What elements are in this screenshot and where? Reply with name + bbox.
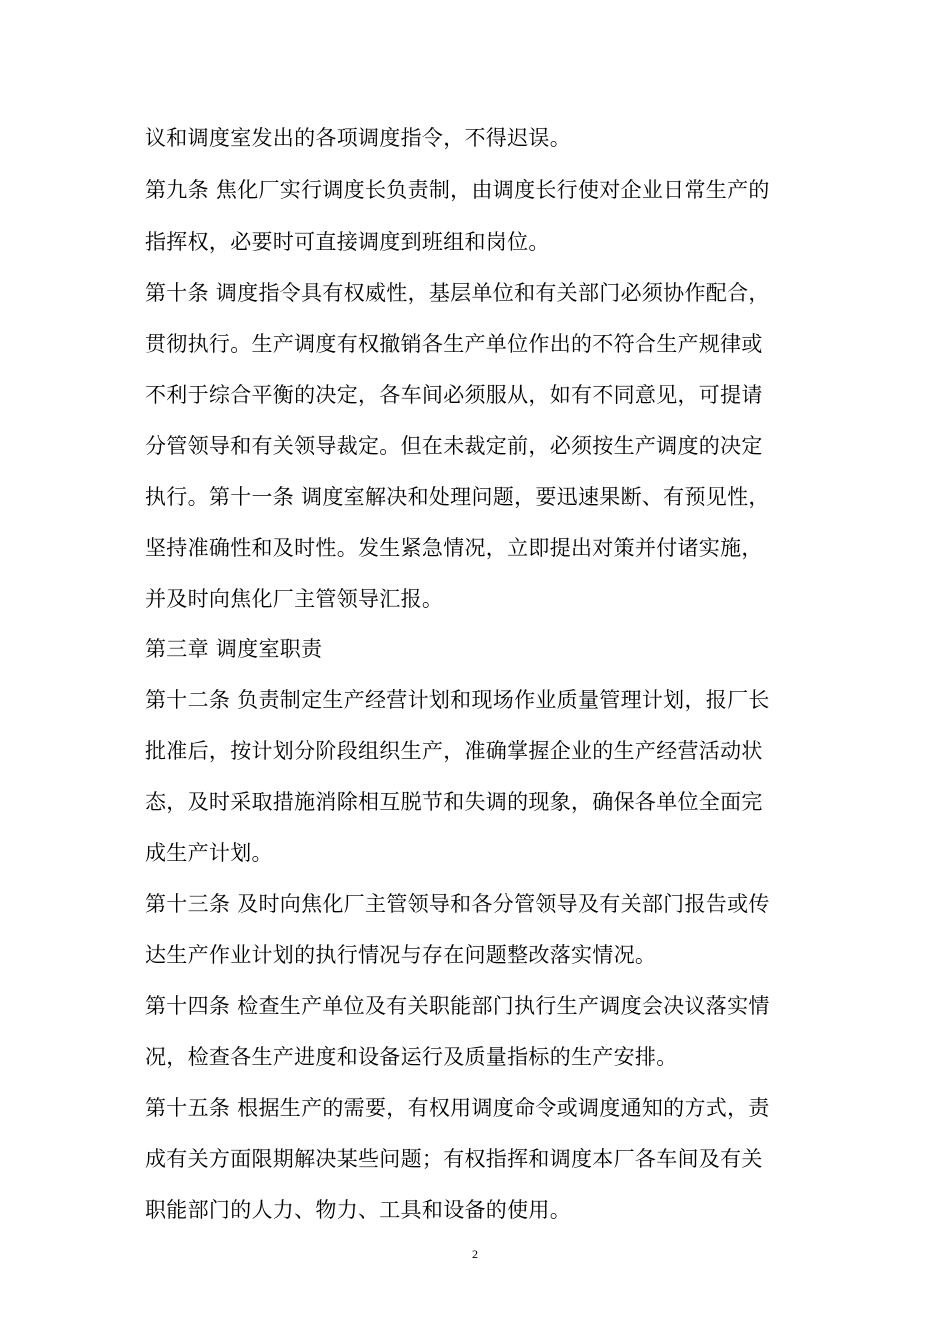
- text-line: 第十二条 负责制定生产经营计划和现场作业质量管理计划，报厂长: [145, 688, 770, 712]
- chapter-heading: 第三章 调度室职责: [145, 637, 323, 661]
- text-line: 第九条 焦化厂实行调度长负责制，由调度长行使对企业日常生产的: [145, 178, 770, 202]
- text-line: 批准后，按计划分阶段组织生产，准确掌握企业的生产经营活动状: [145, 739, 763, 763]
- text-line: 指挥权，必要时可直接调度到班组和岗位。: [145, 230, 550, 254]
- text-line: 并及时向焦化厂主管领导汇报。: [145, 587, 444, 611]
- text-line: 议和调度室发出的各项调度指令，不得迟误。: [145, 126, 571, 150]
- text-line: 职能部门的人力、物力、工具和设备的使用。: [145, 1198, 571, 1222]
- text-line: 第十四条 检查生产单位及有关职能部门执行生产调度会决议落实情: [145, 994, 770, 1018]
- text-line: 况，检查各生产进度和设备运行及质量指标的生产安排。: [145, 1045, 678, 1069]
- text-line: 达生产作业计划的执行情况与存在问题整改落实情况。: [145, 943, 657, 967]
- text-line: 第十三条 及时向焦化厂主管领导和各分管领导及有关部门报告或传: [145, 892, 770, 916]
- text-line: 分管领导和有关领导裁定。但在未裁定前，必须按生产调度的决定: [145, 434, 763, 458]
- text-line: 态，及时采取措施消除相互脱节和失调的现象，确保各单位全面完: [145, 790, 763, 814]
- text-line: 贯彻执行。生产调度有权撤销各生产单位作出的不符合生产规律或: [145, 332, 763, 356]
- text-line: 不利于综合平衡的决定，各车间必须服从，如有不同意见，可提请: [145, 383, 763, 407]
- text-line: 坚持准确性和及时性。发生紧急情况，立即提出对策并付诸实施，: [145, 536, 763, 560]
- text-line: 第十条 调度指令具有权威性，基层单位和有关部门必须协作配合，: [145, 281, 770, 305]
- text-line: 成有关方面限期解决某些问题；有权指挥和调度本厂各车间及有关: [145, 1147, 763, 1171]
- text-line: 成生产计划。: [145, 841, 273, 865]
- text-line: 第十五条 根据生产的需要，有权用调度命令或调度通知的方式，责: [145, 1096, 770, 1120]
- text-line: 执行。第十一条 调度室解决和处理问题，要迅速果断、有预见性，: [145, 485, 770, 509]
- page-number: 2: [472, 1247, 478, 1261]
